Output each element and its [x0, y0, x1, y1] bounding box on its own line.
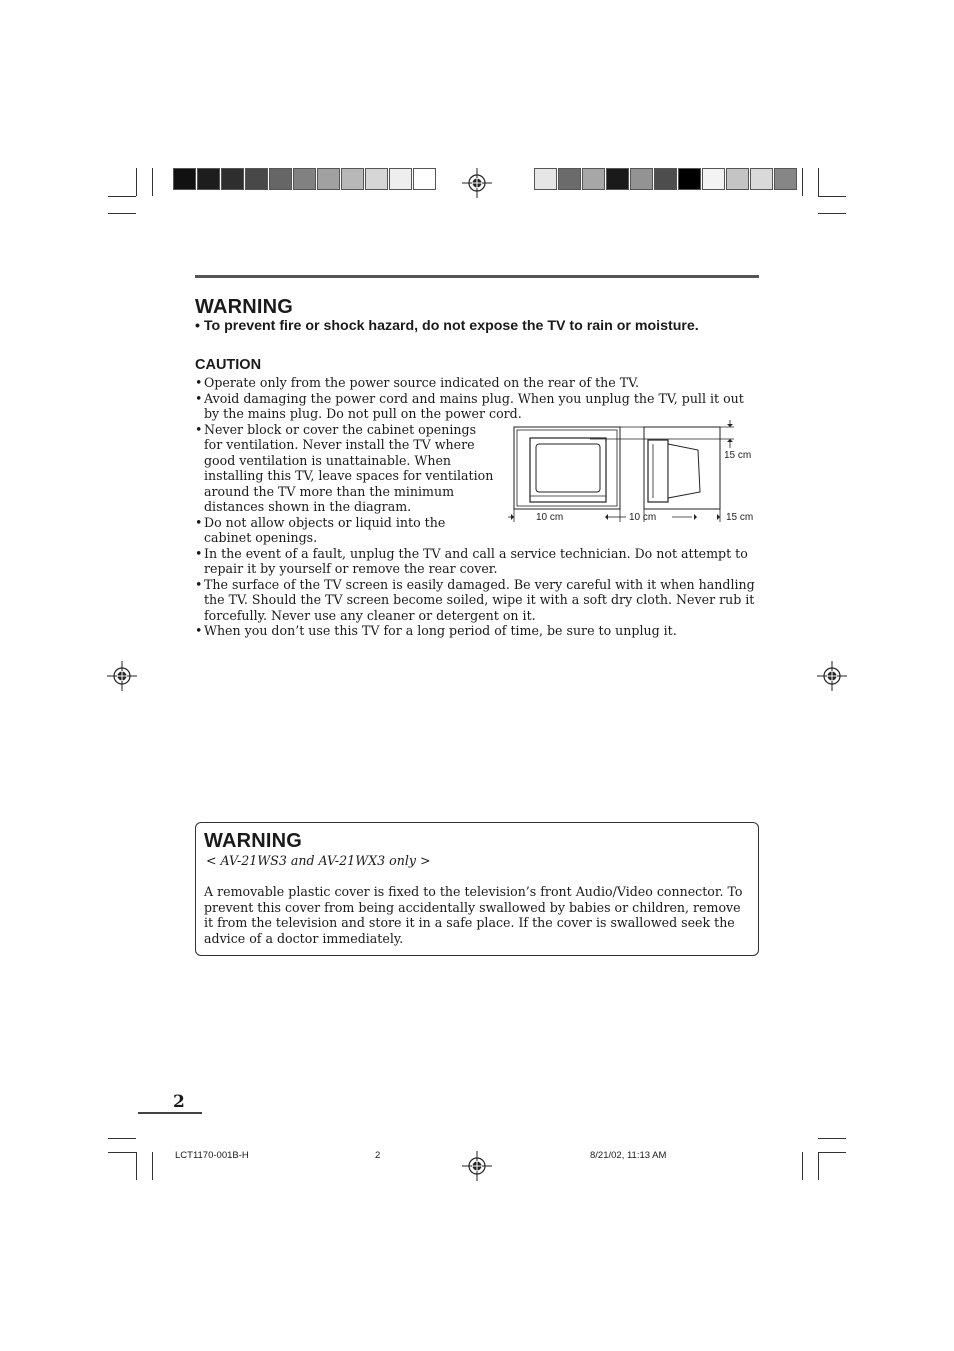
registration-mark-icon: [462, 1151, 492, 1181]
color-swatch: [365, 168, 388, 190]
color-swatch: [702, 168, 725, 190]
color-swatch: [317, 168, 340, 190]
color-swatch: [389, 168, 412, 190]
list-item: • The surface of the TV screen is easily damaged. Be very careful with it when handling the TV. Should the TV screen become soiled, wipe it with a soft dry cloth. Never rub it forcefully. Never use any cleaner or detergent on it.: [195, 577, 761, 624]
color-swatch: [558, 168, 581, 190]
tv-side-icon: [648, 440, 700, 502]
registration-mark-icon: [107, 661, 137, 691]
tv-front-icon: [530, 438, 606, 502]
color-bar-right: [534, 168, 798, 190]
list-item: • In the event of a fault, unplug the TV and call a service technician. Do not attempt to repair it by yourself or remove the rear cover.: [195, 546, 761, 577]
color-swatch: [606, 168, 629, 190]
color-swatch: [678, 168, 701, 190]
list-item: • When you don’t use this TV for a long period of time, be sure to unplug it.: [195, 623, 761, 639]
registration-mark-icon: [462, 168, 492, 198]
color-swatch: [534, 168, 557, 190]
color-swatch: [726, 168, 749, 190]
page-number: 2: [173, 1092, 185, 1112]
footer-page: 2: [375, 1150, 381, 1161]
warning-box-text: A removable plastic cover is fixed to the television’s front Audio/Video connector. To prevent this cover from being accidentally swallowed by babies or children, remove it from the television and store it in a safe place. If the cover is swallowed seek the advice of a doctor immediately.: [204, 884, 743, 946]
color-swatch: [293, 168, 316, 190]
registration-mark-icon: [817, 661, 847, 691]
color-swatch: [269, 168, 292, 190]
ventilation-diagram: [508, 420, 762, 530]
front-gap-label: 10 cm: [536, 512, 564, 523]
side-gap-label: 10 cm: [629, 512, 657, 523]
footer-timestamp: 8/21/02, 11:13 AM: [590, 1150, 667, 1161]
color-swatch: [630, 168, 653, 190]
rear-gap-label: 15 cm: [726, 512, 754, 523]
color-swatch: [654, 168, 677, 190]
color-swatch: [774, 168, 797, 190]
caution-heading: CAUTION: [195, 357, 262, 373]
list-item: • Do not allow objects or liquid into the cabinet openings.: [195, 515, 454, 546]
model-note: < AV-21WS3 and AV-21WX3 only >: [206, 853, 431, 868]
section-rule: [195, 275, 759, 278]
list-item: • Operate only from the power source indicated on the rear of the TV.: [195, 375, 761, 391]
list-item: • Avoid damaging the power cord and mains plug. When you unplug the TV, pull it out by the mains plug. Do not pull on the power cord.: [195, 391, 761, 422]
color-swatch: [750, 168, 773, 190]
list-item: • Never block or cover the cabinet openings for ventilation. Never install the TV where good ventilation is unattainable. When installing this TV, leave spaces for ventilation around the TV more than the minimum distances shown in the diagram.: [195, 422, 496, 515]
top-gap-label: 15 cm: [724, 450, 752, 461]
color-swatch: [221, 168, 244, 190]
warning-heading: WARNING: [195, 296, 294, 318]
warning-lead: • To prevent fire or shock hazard, do not expose the TV to rain or moisture.: [195, 318, 699, 334]
color-bar-left: [173, 168, 437, 190]
color-swatch: [341, 168, 364, 190]
color-swatch: [173, 168, 196, 190]
color-swatch: [197, 168, 220, 190]
page-number-rule: [138, 1112, 202, 1114]
warning-box-heading: WARNING: [204, 830, 303, 852]
color-swatch: [413, 168, 436, 190]
footer-code: LCT1170-001B-H: [175, 1150, 249, 1161]
color-swatch: [245, 168, 268, 190]
color-swatch: [582, 168, 605, 190]
